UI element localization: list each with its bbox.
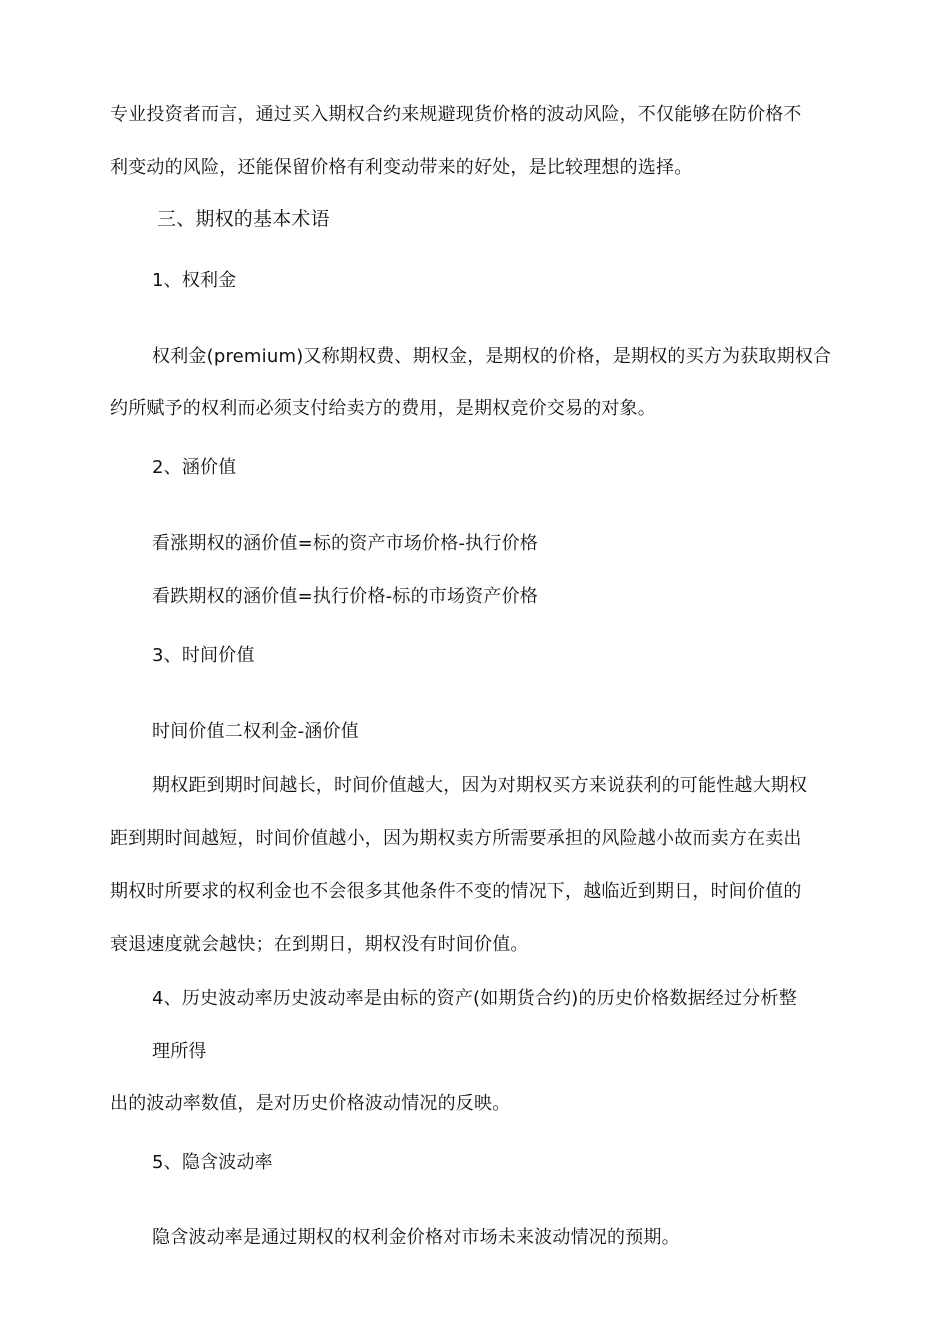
paragraph-line: 利变动的风险，还能保留价格有利变动带来的好处，是比较理想的选择。 (110, 157, 693, 178)
paragraph-line: 专业投资者而言，通过买入期权合约来规避现货价格的波动风险，不仅能够在防价格不 (110, 104, 802, 125)
paragraph-line: 距到期时间越短，时间价值越小，因为期权卖方所需要承担的风险越小故而卖方在卖出 (110, 828, 802, 849)
paragraph-line: 衰退速度就会越快；在到期日，期权没有时间价值。 (110, 934, 529, 955)
item-historical-volatility: 4、历史波动率历史波动率是由标的资产(如期货合约)的历史价格数据经过分析整 (152, 988, 797, 1009)
paragraph-line: 权利金(premium)又称期权费、期权金，是期权的价格，是期权的买方为获取期权合 (152, 346, 832, 367)
item-heading-premium: 1、权利金 (152, 270, 237, 291)
formula-time-value: 时间价值二权利金-涵价值 (152, 721, 359, 742)
item-heading-time-value: 3、时间价值 (152, 645, 255, 666)
section-heading: 三、期权的基本术语 (157, 208, 330, 230)
paragraph-line: 隐含波动率是通过期权的权利金价格对市场未来波动情况的预期。 (152, 1227, 680, 1248)
paragraph-line: 期权距到期时间越长，时间价值越大，因为对期权买方来说获利的可能性越大期权 (152, 775, 808, 796)
formula-call: 看涨期权的涵价值=标的资产市场价格-执行价格 (152, 533, 538, 554)
paragraph-line: 理所得 (152, 1041, 207, 1062)
paragraph-line: 期权时所要求的权利金也不会很多其他条件不变的情况下，越临近到期日，时间价值的 (110, 881, 802, 902)
item-heading-implied-volatility: 5、隐含波动率 (152, 1152, 273, 1173)
formula-put: 看跌期权的涵价值=执行价格-标的市场资产价格 (152, 586, 538, 607)
item-heading-intrinsic-value: 2、涵价值 (152, 457, 237, 478)
paragraph-line: 出的波动率数值，是对历史价格波动情况的反映。 (110, 1093, 511, 1114)
paragraph-line: 约所赋予的权利而必须支付给卖方的费用，是期权竞价交易的对象。 (110, 398, 656, 419)
